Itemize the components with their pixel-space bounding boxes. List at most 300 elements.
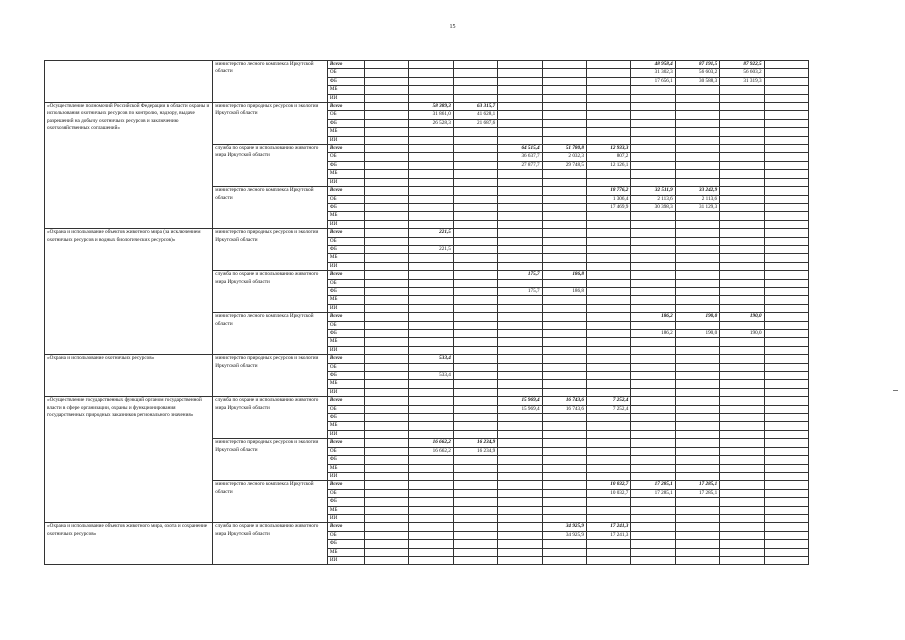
value-cell [453,77,497,85]
value-cell [409,548,453,556]
funding-source: ФБ [327,414,364,422]
value-cell [365,229,409,237]
value-cell [498,195,542,203]
value-cell [453,161,497,169]
value-cell [498,481,542,489]
value-cell [764,111,808,119]
value-cell [498,111,542,119]
value-cell [631,279,675,287]
value-cell [720,380,764,388]
value-cell [720,187,764,195]
value-cell [365,145,409,153]
value-cell [720,203,764,211]
value-cell [720,405,764,413]
activity-description: «Осуществление государственных функций органом государственной власти в сфере организации, охраны и функционирования государственных природных заказников регионального значения» [45,397,213,523]
value-cell [498,430,542,438]
value-cell: 10 032,7 [586,481,630,489]
value-cell: 221,5 [409,229,453,237]
value-cell [631,498,675,506]
value-cell [453,212,497,220]
funding-source: ОБ [327,237,364,245]
value-cell [631,245,675,253]
value-cell [409,422,453,430]
funding-source: ФБ [327,372,364,380]
value-cell [409,456,453,464]
value-cell [542,414,586,422]
value-cell [631,170,675,178]
value-cell [365,86,409,94]
value-cell [542,279,586,287]
value-cell [409,397,453,405]
value-cell [498,540,542,548]
value-cell [720,556,764,564]
value-cell [498,372,542,380]
value-cell [498,346,542,354]
value-cell [586,77,630,85]
value-cell [498,178,542,186]
value-cell [453,313,497,321]
value-cell [409,321,453,329]
funding-source: ФБ [327,161,364,169]
value-cell [409,212,453,220]
funding-source: ИИ [327,388,364,396]
value-cell [764,439,808,447]
value-cell [453,405,497,413]
value-cell [453,94,497,102]
value-cell [631,145,675,153]
value-cell [542,128,586,136]
value-cell [631,237,675,245]
value-cell [675,472,719,480]
value-cell [764,195,808,203]
value-cell [764,447,808,455]
value-cell [675,422,719,430]
value-cell [498,556,542,564]
value-cell [498,531,542,539]
value-cell: 190,0 [675,313,719,321]
value-cell: 186,2 [631,313,675,321]
value-cell [586,178,630,186]
value-cell [764,153,808,161]
value-cell: 26 528,3 [409,119,453,127]
value-cell [409,86,453,94]
value-cell [409,523,453,531]
value-cell [631,447,675,455]
value-cell [720,540,764,548]
value-cell [453,187,497,195]
value-cell [764,279,808,287]
value-cell [365,355,409,363]
value-cell [720,548,764,556]
value-cell: 2 113,6 [675,195,719,203]
value-cell: 31 861,0 [409,111,453,119]
value-cell: 29 748,5 [542,161,586,169]
value-cell [764,430,808,438]
value-cell [764,94,808,102]
value-cell [764,212,808,220]
value-cell [453,128,497,136]
value-cell [675,498,719,506]
activity-description: «Охрана и использование объектов животного мира (за исключением охотничьих ресурсов и водных биологических ресурсов)» [45,229,213,355]
value-cell [675,506,719,514]
funding-source: ИИ [327,94,364,102]
funding-source: МБ [327,212,364,220]
value-cell [453,220,497,228]
table-row [45,103,809,111]
value-cell [542,254,586,262]
value-cell: 30 588,3 [675,77,719,85]
value-cell [409,136,453,144]
value-cell [453,414,497,422]
value-cell [409,271,453,279]
funding-source: ФБ [327,330,364,338]
value-cell [365,296,409,304]
value-cell [365,506,409,514]
value-cell [542,69,586,77]
value-cell [409,472,453,480]
value-cell [498,220,542,228]
value-cell: 190,0 [720,330,764,338]
value-cell [764,464,808,472]
executor-name: министерство природных ресурсов и экологии Иркутской области [213,103,328,145]
value-cell [720,145,764,153]
value-cell [498,523,542,531]
funding-source: ИИ [327,346,364,354]
value-cell [675,439,719,447]
value-cell [586,313,630,321]
value-cell [365,346,409,354]
value-cell [365,372,409,380]
value-cell [586,262,630,270]
value-cell [675,414,719,422]
value-cell [586,271,630,279]
funding-source: МБ [327,422,364,430]
executor-name: министерство природных ресурсов и экологии Иркутской области [213,439,328,481]
funding-source: ОБ [327,111,364,119]
value-cell [498,103,542,111]
value-cell [720,103,764,111]
value-cell [498,321,542,329]
value-cell [542,178,586,186]
value-cell [631,254,675,262]
value-cell [453,229,497,237]
value-cell: 15 969,4 [498,405,542,413]
value-cell [498,422,542,430]
value-cell [586,472,630,480]
funding-source: МБ [327,170,364,178]
value-cell [365,254,409,262]
value-cell [409,195,453,203]
value-cell [453,195,497,203]
value-cell [675,523,719,531]
value-cell [586,540,630,548]
value-cell [453,338,497,346]
value-cell [720,489,764,497]
value-cell [542,313,586,321]
value-cell [409,153,453,161]
funding-source: ИИ [327,304,364,312]
value-cell [542,363,586,371]
value-cell [409,287,453,295]
funding-source: ИИ [327,430,364,438]
value-cell: 34 925,9 [542,523,586,531]
value-cell [720,338,764,346]
value-cell [720,111,764,119]
value-cell [453,254,497,262]
value-cell [498,363,542,371]
value-cell: 1 306,4 [586,195,630,203]
value-cell [720,346,764,354]
value-cell: 7 252,4 [586,397,630,405]
value-cell [498,203,542,211]
value-cell [720,262,764,270]
value-cell: 34 925,9 [542,531,586,539]
value-cell [586,304,630,312]
value-cell [365,195,409,203]
value-cell [586,556,630,564]
value-cell [365,271,409,279]
value-cell [498,61,542,69]
value-cell [542,330,586,338]
value-cell [542,94,586,102]
value-cell [453,531,497,539]
value-cell [453,380,497,388]
value-cell [675,321,719,329]
value-cell [631,531,675,539]
funding-source: МБ [327,296,364,304]
value-cell [586,229,630,237]
value-cell [720,372,764,380]
value-cell [720,456,764,464]
value-cell [586,514,630,522]
funding-source: ОБ [327,447,364,455]
funding-source: ОБ [327,153,364,161]
value-cell [675,119,719,127]
value-cell [675,456,719,464]
value-cell [542,61,586,69]
value-cell [764,397,808,405]
value-cell [453,321,497,329]
value-cell [542,380,586,388]
value-cell: 33 242,9 [675,187,719,195]
value-cell [365,338,409,346]
value-cell [764,405,808,413]
value-cell [764,346,808,354]
value-cell [365,304,409,312]
value-cell: 16 234,9 [453,447,497,455]
funding-source: ОБ [327,321,364,329]
value-cell: 17 241,3 [586,531,630,539]
funding-source: МБ [327,338,364,346]
activity-description [45,61,213,103]
funding-source: ОБ [327,279,364,287]
value-cell [675,254,719,262]
value-cell [498,304,542,312]
value-cell: 2 113,6 [631,195,675,203]
value-cell: 533,4 [409,372,453,380]
value-cell [365,61,409,69]
value-cell [586,548,630,556]
value-cell: 36 637,7 [498,153,542,161]
value-cell [409,69,453,77]
value-cell [498,330,542,338]
value-cell: 10 032,7 [586,489,630,497]
value-cell [586,498,630,506]
funding-source: ИИ [327,136,364,144]
value-cell [631,229,675,237]
value-cell: 27 877,7 [498,161,542,169]
value-cell [720,136,764,144]
funding-source: ФБ [327,287,364,295]
value-cell [631,456,675,464]
value-cell [586,237,630,245]
value-cell [720,254,764,262]
value-cell [365,128,409,136]
value-cell [631,405,675,413]
value-cell [764,422,808,430]
funding-source: МБ [327,464,364,472]
value-cell [720,170,764,178]
value-cell [675,514,719,522]
value-cell [675,103,719,111]
value-cell [365,363,409,371]
value-cell [586,69,630,77]
value-cell [542,540,586,548]
value-cell [631,363,675,371]
value-cell [586,456,630,464]
value-cell [542,229,586,237]
value-cell [542,119,586,127]
value-cell [720,161,764,169]
value-cell: 31 319,3 [720,77,764,85]
value-cell [542,464,586,472]
value-cell [764,498,808,506]
value-cell [720,498,764,506]
value-cell [675,380,719,388]
value-cell [453,372,497,380]
value-cell [764,77,808,85]
value-cell [365,136,409,144]
value-cell [409,279,453,287]
value-cell [498,506,542,514]
value-cell [720,355,764,363]
value-cell [498,414,542,422]
value-cell [764,86,808,94]
value-cell [365,94,409,102]
value-cell [675,153,719,161]
value-cell [365,540,409,548]
value-cell: 186,8 [542,287,586,295]
value-cell [764,304,808,312]
funding-source: ФБ [327,77,364,85]
funding-source: Всего [327,355,364,363]
value-cell [675,296,719,304]
value-cell [453,523,497,531]
value-cell [542,489,586,497]
value-cell [498,296,542,304]
funding-source: Всего [327,439,364,447]
value-cell: 16 662,2 [409,439,453,447]
value-cell [542,237,586,245]
value-cell: 48 958,4 [631,61,675,69]
value-cell [586,136,630,144]
value-cell [764,128,808,136]
value-cell [365,161,409,169]
funding-source: ИИ [327,220,364,228]
value-cell: 190,0 [720,313,764,321]
value-cell: 221,5 [409,245,453,253]
value-cell [675,287,719,295]
value-cell [675,279,719,287]
value-cell [675,161,719,169]
value-cell [453,304,497,312]
value-cell [453,489,497,497]
value-cell [365,279,409,287]
value-cell: 32 511,9 [631,187,675,195]
value-cell [498,119,542,127]
value-cell [365,531,409,539]
value-cell [586,86,630,94]
value-cell [453,430,497,438]
value-cell [764,456,808,464]
executor-name: министерство природных ресурсов и экологии Иркутской области [213,355,328,397]
value-cell [586,506,630,514]
value-cell [720,506,764,514]
value-cell [631,178,675,186]
value-cell [409,254,453,262]
value-cell [365,321,409,329]
value-cell [365,464,409,472]
value-cell [365,69,409,77]
value-cell [631,514,675,522]
value-cell [720,128,764,136]
value-cell [675,548,719,556]
value-cell [365,313,409,321]
value-cell [498,514,542,522]
funding-source: ФБ [327,456,364,464]
value-cell [453,548,497,556]
value-cell [453,287,497,295]
value-cell [675,245,719,253]
funding-source: Всего [327,229,364,237]
value-cell [631,262,675,270]
value-cell [498,187,542,195]
value-cell [675,229,719,237]
value-cell [453,279,497,287]
value-cell [453,237,497,245]
value-cell [498,262,542,270]
value-cell [365,237,409,245]
value-cell [365,456,409,464]
value-cell [498,279,542,287]
value-cell: 533,4 [409,355,453,363]
value-cell: 17 241,3 [586,523,630,531]
value-cell: 17 285,1 [631,489,675,497]
value-cell [453,422,497,430]
value-cell [453,397,497,405]
value-cell [409,363,453,371]
value-cell [586,447,630,455]
funding-source: МБ [327,128,364,136]
value-cell [542,170,586,178]
value-cell [542,388,586,396]
value-cell [498,472,542,480]
value-cell [675,531,719,539]
value-cell [453,556,497,564]
value-cell [498,439,542,447]
value-cell [409,464,453,472]
value-cell [453,136,497,144]
